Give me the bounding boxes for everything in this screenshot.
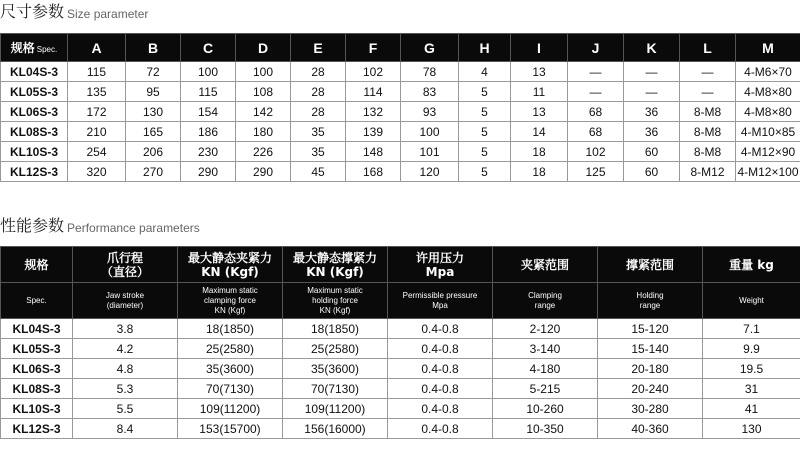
table-cell: 7.1 — [703, 319, 800, 339]
table-cell: — — [624, 82, 680, 102]
table-cell: 41 — [703, 399, 800, 419]
table-cell: 4.8 — [73, 359, 178, 379]
table-cell: 168 — [346, 162, 401, 182]
table-cell: 148 — [346, 142, 401, 162]
size-header-row — [1, 34, 800, 62]
table-row — [1, 339, 800, 359]
table-cell: 4-M8×80 — [736, 82, 800, 102]
row-spec: KL06S-3 — [1, 102, 68, 122]
table-cell: 290 — [236, 162, 291, 182]
table-row — [1, 82, 800, 102]
table-cell: 20-240 — [598, 379, 703, 399]
size-header-col: I — [511, 34, 568, 62]
table-cell: 4-M8×80 — [736, 102, 800, 122]
size-header-col: J — [568, 34, 624, 62]
table-cell: 70(7130) — [283, 379, 388, 399]
perf-title-en: Performance parameters — [67, 221, 200, 235]
table-cell: 230 — [181, 142, 236, 162]
perf-zh-header-cell — [73, 247, 178, 283]
table-cell: 109(11200) — [178, 399, 283, 419]
row-spec: KL08S-3 — [1, 379, 73, 399]
perf-en-header-line: Maximum static — [202, 285, 258, 295]
table-cell: 70(7130) — [178, 379, 283, 399]
table-cell: 5 — [459, 82, 511, 102]
perf-zh-header-line: 许用压力 — [415, 250, 464, 265]
perf-en-header-line: KN (Kgf) — [319, 305, 351, 315]
perf-zh-header-cell — [1, 247, 73, 283]
size-header-spec-en: Spec. — [36, 45, 58, 54]
perf-en-header-line: range — [534, 300, 556, 310]
table-cell: 0.4-0.8 — [388, 339, 493, 359]
table-cell: 210 — [68, 122, 126, 142]
table-row — [1, 62, 800, 82]
table-row — [1, 319, 800, 339]
table-cell: 35 — [291, 122, 346, 142]
table-cell: 100 — [236, 62, 291, 82]
size-parameter-table — [0, 33, 800, 182]
table-row — [1, 419, 800, 439]
table-cell: 180 — [236, 122, 291, 142]
perf-en-header-cell — [1, 283, 73, 319]
perf-en-header-line: range — [639, 300, 661, 310]
perf-en-header-line: Jaw stroke — [105, 290, 145, 300]
row-spec: KL10S-3 — [1, 142, 68, 162]
table-row — [1, 142, 800, 162]
perf-zh-header-cell — [703, 247, 800, 283]
table-cell: 11 — [511, 82, 568, 102]
table-cell: 102 — [346, 62, 401, 82]
table-cell: 132 — [346, 102, 401, 122]
table-cell: 93 — [401, 102, 459, 122]
table-cell: 13 — [511, 102, 568, 122]
size-header-col: M — [736, 34, 800, 62]
table-cell: 31 — [703, 379, 800, 399]
table-cell: 101 — [401, 142, 459, 162]
perf-header-row-en — [1, 283, 800, 319]
size-header-spec — [1, 34, 68, 62]
table-cell: 95 — [126, 82, 181, 102]
size-header-col: F — [346, 34, 401, 62]
table-cell: 72 — [126, 62, 181, 82]
table-cell: — — [624, 62, 680, 82]
perf-en-header-line: Clamping — [528, 290, 562, 300]
perf-en-header-cell — [178, 283, 283, 319]
perf-zh-header-line: KN (Kgf) — [201, 264, 259, 279]
perf-en-header-cell — [493, 283, 598, 319]
table-cell: 20-180 — [598, 359, 703, 379]
size-header-col: A — [68, 34, 126, 62]
table-cell: 8-M12 — [680, 162, 736, 182]
table-cell: 4.2 — [73, 339, 178, 359]
table-cell: 0.4-0.8 — [388, 319, 493, 339]
table-cell: 109(11200) — [283, 399, 388, 419]
table-cell: 4-M12×100 — [736, 162, 800, 182]
perf-title-zh: 性能参数 — [0, 216, 65, 235]
table-cell: 0.4-0.8 — [388, 419, 493, 439]
perf-zh-header-cell — [178, 247, 283, 283]
table-cell: 3.8 — [73, 319, 178, 339]
table-cell: 120 — [401, 162, 459, 182]
perf-en-header-line: Maximum static — [307, 285, 363, 295]
table-cell: 4-M10×85 — [736, 122, 800, 142]
perf-en-header-cell — [598, 283, 703, 319]
table-cell: 139 — [346, 122, 401, 142]
table-cell: 25(2580) — [178, 339, 283, 359]
table-cell: 4 — [459, 62, 511, 82]
performance-parameters-table — [0, 246, 800, 439]
table-cell: 36 — [624, 122, 680, 142]
table-cell: 172 — [68, 102, 126, 122]
perf-en-header-line: Spec. — [26, 295, 47, 305]
table-cell: 114 — [346, 82, 401, 102]
table-cell: — — [568, 62, 624, 82]
row-spec: KL04S-3 — [1, 319, 73, 339]
table-cell: 18 — [511, 142, 568, 162]
table-cell: 19.5 — [703, 359, 800, 379]
row-spec: KL12S-3 — [1, 419, 73, 439]
row-spec: KL05S-3 — [1, 339, 73, 359]
table-cell: 290 — [181, 162, 236, 182]
table-cell: 4-M12×90 — [736, 142, 800, 162]
perf-zh-header-line: 重量 kg — [729, 257, 774, 272]
perf-zh-header-line: 最大静态夹紧力 — [187, 250, 272, 265]
table-cell: 14 — [511, 122, 568, 142]
table-row — [1, 102, 800, 122]
perf-en-header-line: Permissible pressure — [402, 290, 478, 300]
table-cell: 5 — [459, 122, 511, 142]
perf-zh-header-line: （直径） — [100, 264, 149, 279]
size-header-col: D — [236, 34, 291, 62]
table-cell: 78 — [401, 62, 459, 82]
table-cell: 8-M8 — [680, 142, 736, 162]
table-cell: — — [568, 82, 624, 102]
table-cell: 5-215 — [493, 379, 598, 399]
perf-zh-header-line: 最大静态撑紧力 — [292, 250, 377, 265]
size-header-col: B — [126, 34, 181, 62]
table-cell: 83 — [401, 82, 459, 102]
table-cell: 45 — [291, 162, 346, 182]
table-cell: 5.3 — [73, 379, 178, 399]
perf-zh-header-line: KN (Kgf) — [306, 264, 364, 279]
table-cell: 100 — [401, 122, 459, 142]
table-cell: 30-280 — [598, 399, 703, 419]
perf-zh-header-cell — [283, 247, 388, 283]
perf-en-header-cell — [703, 283, 800, 319]
size-title-en: Size parameter — [67, 7, 149, 21]
table-cell: 4-M6×70 — [736, 62, 800, 82]
table-cell: 5 — [459, 142, 511, 162]
perf-zh-header-cell — [388, 247, 493, 283]
table-cell: 68 — [568, 122, 624, 142]
table-cell: 8-M8 — [680, 122, 736, 142]
table-cell: 60 — [624, 142, 680, 162]
table-cell: 35(3600) — [178, 359, 283, 379]
table-cell: 130 — [126, 102, 181, 122]
table-cell: 28 — [291, 62, 346, 82]
row-spec: KL10S-3 — [1, 399, 73, 419]
size-title-zh: 尺寸参数 — [0, 2, 65, 21]
table-cell: 156(16000) — [283, 419, 388, 439]
perf-zh-header-line: 规格 — [24, 257, 49, 272]
perf-en-header-cell — [283, 283, 388, 319]
perf-en-header-line: Holding — [636, 290, 664, 300]
perf-en-header-cell — [388, 283, 493, 319]
table-cell: 2-120 — [493, 319, 598, 339]
table-cell: 15-120 — [598, 319, 703, 339]
size-header-col: G — [401, 34, 459, 62]
table-row — [1, 122, 800, 142]
table-cell: 40-360 — [598, 419, 703, 439]
perf-en-header-line: Mpa — [432, 300, 448, 310]
table-cell: 125 — [568, 162, 624, 182]
table-row — [1, 379, 800, 399]
table-cell: 9.9 — [703, 339, 800, 359]
table-cell: 28 — [291, 102, 346, 122]
table-cell: 5.5 — [73, 399, 178, 419]
perf-header-row-zh — [1, 247, 800, 283]
size-header-col: E — [291, 34, 346, 62]
table-cell: 206 — [126, 142, 181, 162]
table-cell: 8.4 — [73, 419, 178, 439]
table-cell: 68 — [568, 102, 624, 122]
row-spec: KL08S-3 — [1, 122, 68, 142]
table-cell: 10-260 — [493, 399, 598, 419]
table-row — [1, 359, 800, 379]
table-cell: 0.4-0.8 — [388, 399, 493, 419]
row-spec: KL12S-3 — [1, 162, 68, 182]
table-cell: 130 — [703, 419, 800, 439]
perf-zh-header-line: 撑紧范围 — [625, 257, 674, 272]
perf-zh-header-line: Mpa — [425, 264, 455, 279]
performance-parameters-title — [0, 214, 200, 236]
table-cell: 15-140 — [598, 339, 703, 359]
table-cell: 25(2580) — [283, 339, 388, 359]
table-cell: 254 — [68, 142, 126, 162]
perf-en-header-line: KN (Kgf) — [214, 305, 246, 315]
table-cell: 135 — [68, 82, 126, 102]
size-header-col: C — [181, 34, 236, 62]
table-cell: 115 — [181, 82, 236, 102]
perf-zh-header-line: 夹紧范围 — [520, 257, 569, 272]
table-cell: 5 — [459, 162, 511, 182]
table-cell: 18(1850) — [178, 319, 283, 339]
perf-en-header-cell — [73, 283, 178, 319]
table-row — [1, 399, 800, 419]
table-row — [1, 162, 800, 182]
size-header-col: L — [680, 34, 736, 62]
table-cell: 115 — [68, 62, 126, 82]
table-cell: 226 — [236, 142, 291, 162]
row-spec: KL05S-3 — [1, 82, 68, 102]
table-cell: 36 — [624, 102, 680, 122]
table-cell: 18(1850) — [283, 319, 388, 339]
table-cell: 270 — [126, 162, 181, 182]
size-parameter-title — [0, 0, 148, 22]
table-cell: 320 — [68, 162, 126, 182]
table-cell: 102 — [568, 142, 624, 162]
table-cell: 186 — [181, 122, 236, 142]
table-cell: 108 — [236, 82, 291, 102]
table-cell: 154 — [181, 102, 236, 122]
table-cell: 60 — [624, 162, 680, 182]
perf-zh-header-cell — [598, 247, 703, 283]
table-cell: 0.4-0.8 — [388, 379, 493, 399]
row-spec: KL04S-3 — [1, 62, 68, 82]
size-header-col: K — [624, 34, 680, 62]
table-cell: 35 — [291, 142, 346, 162]
perf-zh-header-cell — [493, 247, 598, 283]
table-cell: 165 — [126, 122, 181, 142]
table-cell: 142 — [236, 102, 291, 122]
size-header-col: H — [459, 34, 511, 62]
table-cell: 100 — [181, 62, 236, 82]
table-cell: — — [680, 62, 736, 82]
table-cell: 4-180 — [493, 359, 598, 379]
size-header-spec-zh: 规格 — [10, 41, 35, 55]
perf-en-header-line: (diameter) — [106, 300, 144, 310]
table-cell: 153(15700) — [178, 419, 283, 439]
perf-en-header-line: Weight — [739, 295, 764, 305]
table-cell: 18 — [511, 162, 568, 182]
table-cell: — — [680, 82, 736, 102]
table-cell: 10-350 — [493, 419, 598, 439]
table-cell: 0.4-0.8 — [388, 359, 493, 379]
table-cell: 3-140 — [493, 339, 598, 359]
table-cell: 8-M8 — [680, 102, 736, 122]
table-cell: 28 — [291, 82, 346, 102]
perf-zh-header-line: 爪行程 — [106, 250, 143, 265]
row-spec: KL06S-3 — [1, 359, 73, 379]
table-cell: 13 — [511, 62, 568, 82]
perf-en-header-line: holding force — [312, 295, 358, 305]
table-cell: 5 — [459, 102, 511, 122]
table-cell: 35(3600) — [283, 359, 388, 379]
perf-en-header-line: clamping force — [203, 295, 257, 305]
